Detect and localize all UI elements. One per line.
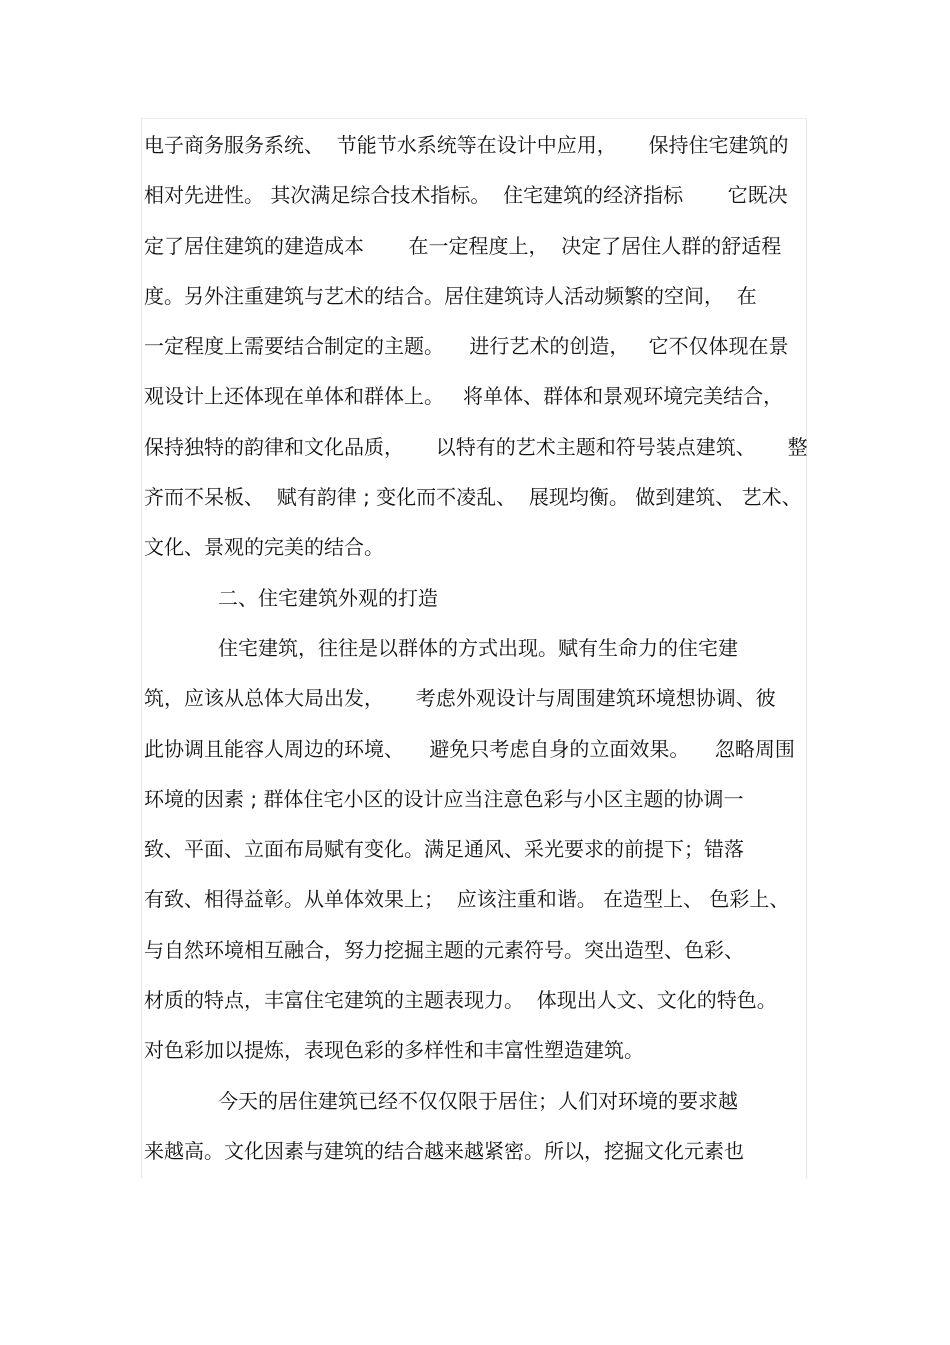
text-line: 定了居住建筑的建造成本 在一定程度上， 决定了居住人群的舒适程: [144, 233, 782, 258]
paragraph-start-line: 今天的居住建筑已经不仅仅限于居住；人们对环境的要求越: [218, 1088, 738, 1113]
text-line: 度。另外注重建筑与艺术的结合。居住建筑诗人活动频繁的空间， 在: [144, 283, 757, 308]
text-line: 一定程度上需要结合制定的主题。 进行艺术的创造， 它不仅体现在景: [144, 334, 789, 359]
text-line: 保持独特的韵律和文化品质， 以特有的艺术主题和符号装点建筑、 整: [144, 434, 808, 459]
text-line: 材质的特点，丰富住宅建筑的主题表现力。 体现出人文、文化的特色。: [144, 988, 777, 1013]
text-line: 致、平面、立面布局赋有变化。满足通风、采光要求的前提下；错落: [144, 837, 744, 862]
text-line: 环境的因素 ; 群体住宅小区的设计应当注意色彩与小区主题的协调一: [144, 786, 744, 811]
text-line: 来越高。文化因素与建筑的结合越来越紧密。所以，挖掘文化元素也: [144, 1138, 744, 1163]
text-line: 文化、景观的完美的结合。: [144, 535, 384, 560]
text-line: 齐而不呆板、 赋有韵律 ; 变化而不凌乱、 展现均衡。 做到建筑、 艺术、: [144, 485, 802, 510]
text-line: 观设计上还体现在单体和群体上。 将单体、群体和景观环境完美结合，: [144, 384, 784, 409]
text-line: 对色彩加以提炼，表现色彩的多样性和丰富性塑造建筑。: [144, 1038, 644, 1063]
text-line: 电子商务服务系统、 节能节水系统等在设计中应用， 保持住宅建筑的: [144, 133, 789, 157]
paragraph-start-line: 住宅建筑，往往是以群体的方式出现。赋有生命力的住宅建: [218, 635, 738, 660]
text-line: 与自然环境相互融合，努力挖掘主题的元素符号。突出造型、色彩、: [144, 937, 744, 962]
text-line: 筑，应该从总体大局出发， 考虑外观设计与周围建筑环境想协调、彼: [144, 686, 776, 711]
document-body: [144, 120, 806, 1176]
text-line: 此协调且能容人周边的环境、 避免只考虑自身的立面效果。 忽略周围: [144, 736, 795, 761]
text-line: 相对先进性。 其次满足综合技术指标。 住宅建筑的经济指标 它既决: [144, 183, 788, 208]
section-heading: 二、住宅建筑外观的打造: [218, 585, 438, 610]
text-line: 有致、相得益彰。从单体效果上； 应该注重和谐。 在造型上、 色彩上、: [144, 887, 790, 912]
